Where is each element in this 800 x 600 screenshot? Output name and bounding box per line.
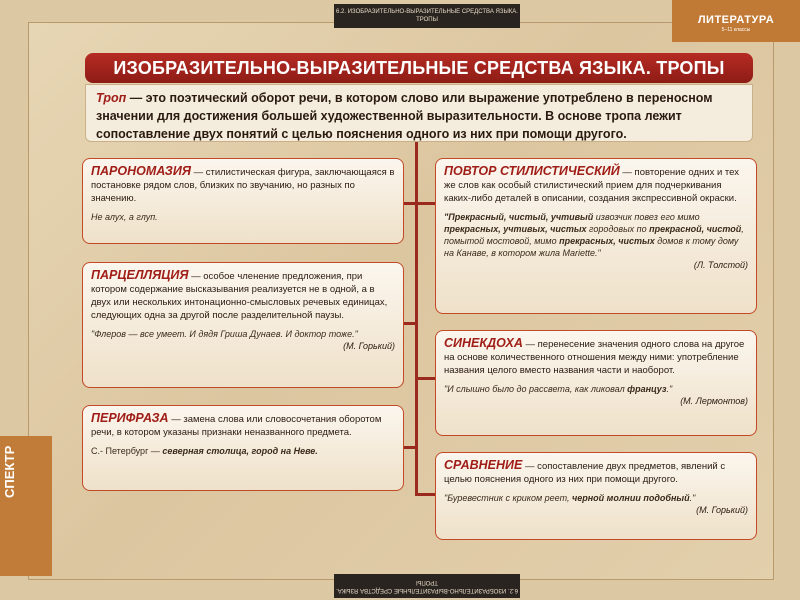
- card-synecdoche: [435, 330, 757, 436]
- subject-label: ЛИТЕРАТУРА: [697, 14, 775, 26]
- example-repetition-4: городовых по: [586, 224, 650, 234]
- example-repetition-3: прекрасных, учтивых, чистых: [444, 224, 587, 234]
- definition-box: [85, 84, 753, 142]
- example-repetition-7: прекрасных, чистых: [559, 236, 655, 246]
- card-paronomasia: [82, 158, 404, 244]
- term-periphrasis: ПЕРИФРАЗА: [91, 411, 169, 425]
- example-repetition: [444, 211, 748, 259]
- term-paronomasia: ПАРОНОМАЗИЯ: [91, 164, 191, 178]
- example-repetition-6: , помытой мостовой, мимо: [444, 224, 744, 246]
- card-periphrasis: [82, 405, 404, 491]
- connector-right-3: [415, 493, 435, 496]
- bottom-label: 6.2. ИЗОБРАЗИТЕЛЬНО-ВЫРАЗИТЕЛЬНЫЕ СРЕДСТВА ЯЗЫКА. ТРОПЫ: [334, 574, 520, 598]
- grade-label: 5–11 классы: [721, 27, 751, 33]
- connector-right-1: [415, 202, 435, 205]
- connector-vertical: [415, 142, 418, 496]
- author-parcellation: (М. Горький): [343, 341, 395, 351]
- example-synecdoche: [444, 383, 748, 395]
- example-comparison-plain: "Буревестник с криком реет,: [444, 493, 572, 503]
- page-title: ИЗОБРАЗИТЕЛЬНО-ВЫРАЗИТЕЛЬНЫЕ СРЕДСТВА ЯЗЫКА. ТРОПЫ: [85, 53, 753, 83]
- text-repetition: — повторение одних и тех же слов как особый стилистический прием для подчеркивания каких-либо деталей в описании, создания экспрессивной окраски.: [444, 167, 739, 204]
- text-comparison: — сопоставление двух предметов, явлений с целью пояснения одного из них при помощи другого.: [444, 461, 726, 485]
- example-repetition-1: "Прекрасный, чистый, учтивый: [444, 212, 594, 222]
- example-comparison-bold: черной молнии подобный: [571, 493, 690, 503]
- example-paronomasia: Не алух, а глуп.: [91, 212, 158, 222]
- example-repetition-8: домов к тому дому на Канаве, в котором жила Mariette.": [444, 236, 739, 258]
- example-synecdoche-plain: "И слышно было до рассвета, как ликовал: [444, 384, 628, 394]
- author-synecdoche: (М. Лермонтов): [680, 396, 748, 406]
- text-periphrasis: — замена слова или словосочетания оборотом речи, в котором указаны признаки неназванного предмета.: [91, 414, 382, 438]
- subject-corner: [672, 0, 800, 42]
- term-comparison: СРАВНЕНИЕ: [444, 458, 523, 472]
- connector-right-2: [415, 377, 435, 380]
- top-label: 6.2. ИЗОБРАЗИТЕЛЬНО-ВЫРАЗИТЕЛЬНЫЕ СРЕДСТВА ЯЗЫКА. ТРОПЫ: [334, 4, 520, 28]
- text-synecdoche: — перенесение значения одного слова на другое на основе количественного отношения между ними: употребление названия целого вместо названия части и наоборот.: [444, 339, 745, 376]
- author-comparison: (М. Горький): [696, 505, 748, 515]
- publisher-strip: [0, 436, 52, 576]
- connector-left-3: [403, 446, 418, 449]
- example-synecdoche-bold: француз: [627, 384, 667, 394]
- text-parcellation: — особое членение предложения, при котором содержание высказывания реализуется не в одной, а в двух или нескольких интонационно-смысловых речевых единицах, следующих одна за другой после разделительной паузы.: [91, 271, 388, 321]
- connector-left-2: [403, 322, 418, 325]
- example-synecdoche-end: .": [666, 384, 673, 394]
- example-comparison-end: .": [689, 493, 696, 503]
- example-periphrasis: [91, 445, 395, 457]
- card-repetition: [435, 158, 757, 314]
- text-paronomasia: — стилистическая фигура, заключающаяся в постановке рядом слов, близких по звучанию, но разных по значению.: [91, 167, 395, 204]
- term-synecdoche: СИНЕКДОХА: [444, 336, 523, 350]
- example-periphrasis-bold: северная столица, город на Неве.: [162, 446, 318, 456]
- author-repetition: (Л. Толстой): [693, 260, 748, 270]
- card-parcellation: [82, 262, 404, 388]
- publisher-logo: СПЕКТР: [2, 445, 17, 498]
- example-periphrasis-plain: С.- Петербург —: [91, 446, 163, 456]
- definition-term: Троп: [96, 91, 127, 105]
- example-repetition-2: извозчик повез его мимо: [593, 212, 700, 222]
- example-repetition-5: прекрасной, чистой: [649, 224, 742, 234]
- example-parcellation: "Флеров — все умеет. И дядя Гриша Дунаев. И доктор тоже.": [91, 329, 358, 339]
- card-comparison: [435, 452, 757, 540]
- definition-text: — это поэтический оборот речи, в котором слово или выражение употреблено в переносном значении для достижения большей художественной выразительности. В основе тропа лежит сопоставление двух понятий с целью пояснения одного из них при помощи другого.: [96, 91, 713, 141]
- term-repetition: ПОВТОР СТИЛИСТИЧЕСКИЙ: [444, 164, 620, 178]
- term-parcellation: ПАРЦЕЛЛЯЦИЯ: [91, 268, 189, 282]
- example-comparison: [444, 492, 748, 504]
